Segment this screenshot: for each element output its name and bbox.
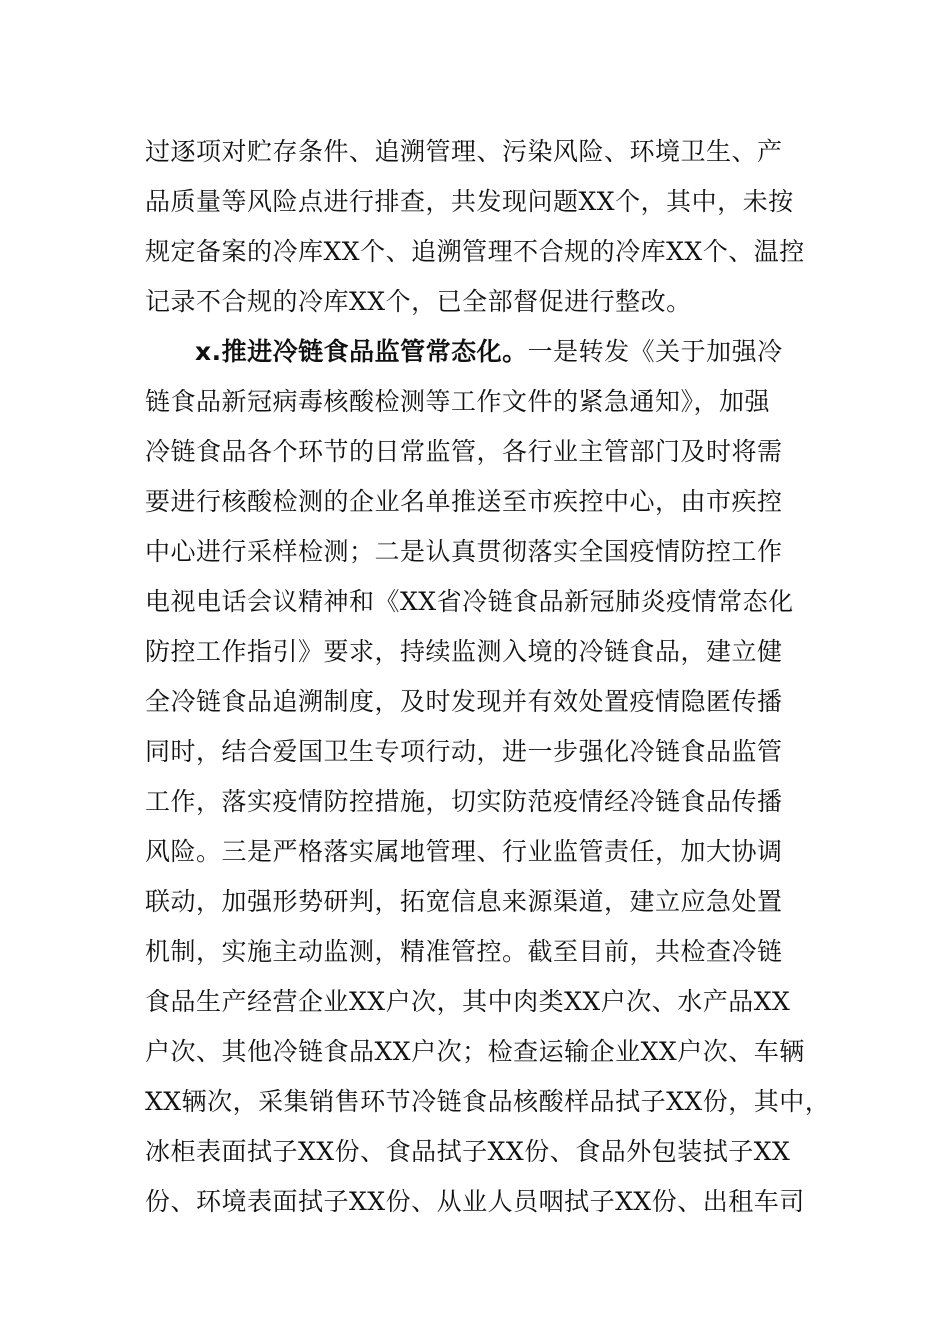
paragraph-2-line-10: 工作，落实疫情防控措施，切实防范疫情经冷链食品传播 bbox=[145, 787, 783, 816]
paragraph-2-line-17: 冰柜表面拭子XX份、食品拭子XX份、食品外包装拭子XX bbox=[145, 1137, 791, 1166]
section-heading: x.推进冷链食品监管常态化。 bbox=[195, 337, 528, 366]
paragraph-2-line-1 bbox=[195, 332, 835, 372]
paragraph-2-line-12: 联动，加强形势研判，拓宽信息来源渠道，建立应急处置 bbox=[145, 887, 783, 916]
paragraph-2-line-4: 要进行核酸检测的企业名单推送至市疾控中心，由市疾控 bbox=[145, 487, 783, 516]
paragraph-2-line-7: 防控工作指引》要求，持续监测入境的冷链食品，建立健 bbox=[145, 637, 783, 666]
paragraph-2-line-9: 同时，结合爱国卫生专项行动，进一步强化冷链食品监管 bbox=[145, 737, 783, 766]
paragraph-1-line-2: 品质量等风险点进行排查，共发现问题XX个，其中，未按 bbox=[145, 187, 794, 216]
paragraph-2-line-8: 全冷链食品追溯制度，及时发现并有效处置疫情隐匿传播 bbox=[145, 687, 783, 716]
paragraph-1-line-1: 过逐项对贮存条件、追溯管理、污染风险、环境卫生、产 bbox=[145, 137, 783, 166]
paragraph-2-line-6: 电视电话会议精神和《XX省冷链食品新冠肺炎疫情常态化 bbox=[145, 587, 794, 616]
paragraph-2-line-13: 机制，实施主动监测，精准管控。截至目前，共检查冷链 bbox=[145, 937, 783, 966]
paragraph-2-line-3: 冷链食品各个环节的日常监管，各行业主管部门及时将需 bbox=[145, 437, 783, 466]
paragraph-2-line-5: 中心进行采样检测；二是认真贯彻落实全国疫情防控工作 bbox=[145, 537, 783, 566]
paragraph-1-line-4: 记录不合规的冷库XX个，已全部督促进行整改。 bbox=[145, 287, 692, 316]
paragraph-2-line-11: 风险。三是严格落实属地管理、行业监管责任，加大协调 bbox=[145, 837, 783, 866]
paragraph-1-line-3: 规定备案的冷库XX个、追溯管理不合规的冷库XX个、温控 bbox=[145, 237, 805, 266]
paragraph-2-line-16: XX辆次，采集销售环节冷链食品核酸样品拭子XX份，其中， bbox=[145, 1087, 831, 1116]
paragraph-2-line-1-rest: 一是转发《关于加强冷 bbox=[527, 337, 783, 366]
paragraph-2-line-18: 份、环境表面拭子XX份、从业人员咽拭子XX份、出租车司 bbox=[145, 1187, 805, 1216]
paragraph-2-line-2: 链食品新冠病毒核酸检测等工作文件的紧急通知》，加强 bbox=[145, 387, 771, 416]
paragraph-2-line-14: 食品生产经营企业XX户次，其中肉类XX户次、水产品XX bbox=[145, 987, 791, 1016]
paragraph-2-line-15: 户次、其他冷链食品XX户次；检查运输企业XX户次、车辆 bbox=[145, 1037, 805, 1066]
